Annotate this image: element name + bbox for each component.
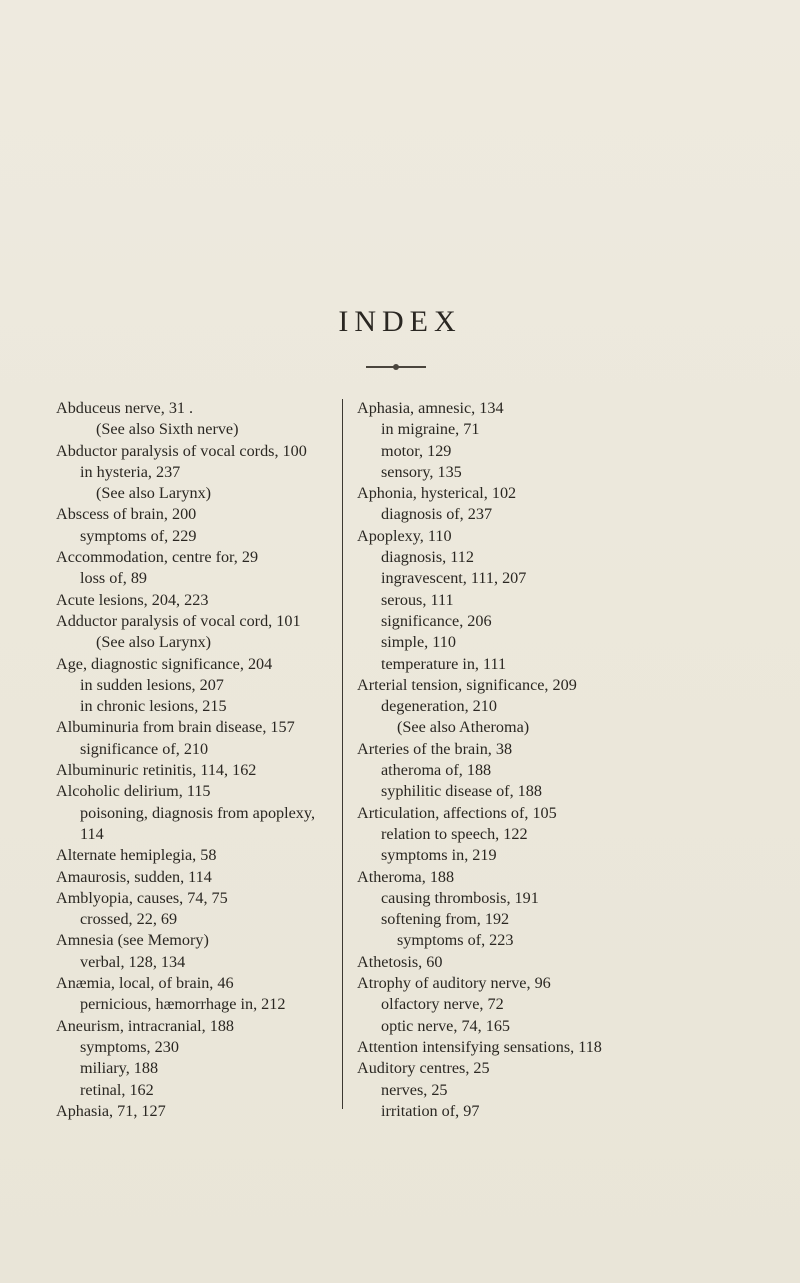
index-entry: simple, 110 <box>381 633 456 652</box>
index-entry: Albuminuric retinitis, 114, 162 <box>56 761 257 780</box>
index-entry: Apoplexy, 110 <box>357 526 452 545</box>
index-entry: Aneurism, intracranial, 188 <box>56 1016 235 1035</box>
index-entry: in chronic lesions, 215 <box>80 697 227 716</box>
index-entry: (See also Larynx) <box>96 484 212 503</box>
index-entry: Arteries of the brain, 38 <box>357 739 513 758</box>
index-entry: significance, 206 <box>381 611 492 630</box>
column-divider <box>342 399 343 1109</box>
title-ornament-rule <box>366 366 426 368</box>
index-entry: (See also Sixth nerve) <box>96 420 239 439</box>
index-entry: ingravescent, 111, 207 <box>381 569 527 588</box>
index-entry: optic nerve, 74, 165 <box>381 1016 511 1035</box>
index-entry: Alternate hemiplegia, 58 <box>56 846 217 865</box>
index-entry: Atrophy of auditory nerve, 96 <box>357 974 551 993</box>
index-entry: loss of, 89 <box>80 569 148 588</box>
index-entry: (See also Larynx) <box>96 633 212 652</box>
index-entry: Atheroma, 188 <box>357 867 455 886</box>
index-entry: Age, diagnostic significance, 204 <box>56 654 273 673</box>
index-entry: olfactory nerve, 72 <box>381 995 504 1014</box>
index-entry: Alcoholic delirium, 115 <box>56 782 211 801</box>
index-entry: sensory, 135 <box>381 462 462 481</box>
index-entry: Abductor paralysis of vocal cords, 100 <box>56 441 307 460</box>
index-entry: retinal, 162 <box>80 1080 154 1099</box>
index-entry: irritation of, 97 <box>381 1101 480 1120</box>
index-entry: Aphasia, amnesic, 134 <box>357 399 504 417</box>
index-entry: Abscess of brain, 200 <box>56 505 197 524</box>
index-entry: Arterial tension, significance, 209 <box>357 675 577 694</box>
index-entry: serous, 111 <box>381 590 454 609</box>
index-entry: Adductor paralysis of vocal cord, 101 <box>56 611 301 630</box>
index-entry: in hysteria, 237 <box>80 462 181 481</box>
index-entry: symptoms, 230 <box>80 1037 179 1056</box>
index-entry: Aphasia, 71, 127 <box>56 1101 166 1120</box>
index-entry: verbal, 128, 134 <box>80 952 186 971</box>
index-entry: Athetosis, 60 <box>357 952 443 971</box>
index-entry: Abduceus nerve, 31 . <box>56 399 194 417</box>
index-entry: symptoms in, 219 <box>381 846 497 865</box>
index-entry: symptoms of, 223 <box>397 931 514 950</box>
index-entry: Albuminuria from brain disease, 157 <box>56 718 295 737</box>
index-entry: pernicious, hæmorrhage in, 212 <box>80 995 286 1014</box>
index-entry: poisoning, diagnosis from apoplexy, <box>80 803 315 822</box>
index-entry: temperature in, 111 <box>381 654 507 673</box>
index-entry: atheroma of, 188 <box>381 761 492 780</box>
index-entry: diagnosis of, 237 <box>381 505 493 524</box>
index-entry: crossed, 22, 69 <box>80 910 178 929</box>
index-entry: nerves, 25 <box>381 1080 448 1099</box>
index-entry: symptoms of, 229 <box>80 526 197 545</box>
index-entry: Articulation, affections of, 105 <box>357 803 557 822</box>
index-entry: degeneration, 210 <box>381 697 497 716</box>
index-entry: in sudden lesions, 207 <box>80 675 224 694</box>
index-entry: Attention intensifying sensations, 118 <box>357 1037 602 1056</box>
index-entry: (See also Atheroma) <box>397 718 530 737</box>
index-entry: Auditory centres, 25 <box>357 1059 490 1078</box>
index-entry: in migraine, 71 <box>381 420 480 439</box>
index-entry: softening from, 192 <box>381 910 510 929</box>
index-entry: Amblyopia, causes, 74, 75 <box>56 888 228 907</box>
index-entry: miliary, 188 <box>80 1059 159 1078</box>
index-column-right <box>357 398 757 1122</box>
index-entry: Aphonia, hysterical, 102 <box>357 484 517 503</box>
index-entry: 114 <box>80 824 104 843</box>
index-entry: relation to speech, 122 <box>381 824 528 843</box>
index-entry: syphilitic disease of, 188 <box>381 782 542 801</box>
index-entry: Amaurosis, sudden, 114 <box>56 867 212 886</box>
index-entry: Acute lesions, 204, 223 <box>56 590 209 609</box>
index-entry: causing thrombosis, 191 <box>381 888 539 907</box>
page-title: INDEX <box>338 305 462 338</box>
index-entry: motor, 129 <box>381 441 452 460</box>
index-entry: Anæmia, local, of brain, 46 <box>56 974 234 993</box>
index-entry: Accommodation, centre for, 29 <box>56 548 259 567</box>
index-entry: significance of, 210 <box>80 739 209 758</box>
index-entry: Amnesia (see Memory) <box>56 931 209 950</box>
index-entry: diagnosis, 112 <box>381 548 474 567</box>
index-column-left <box>56 398 346 1122</box>
